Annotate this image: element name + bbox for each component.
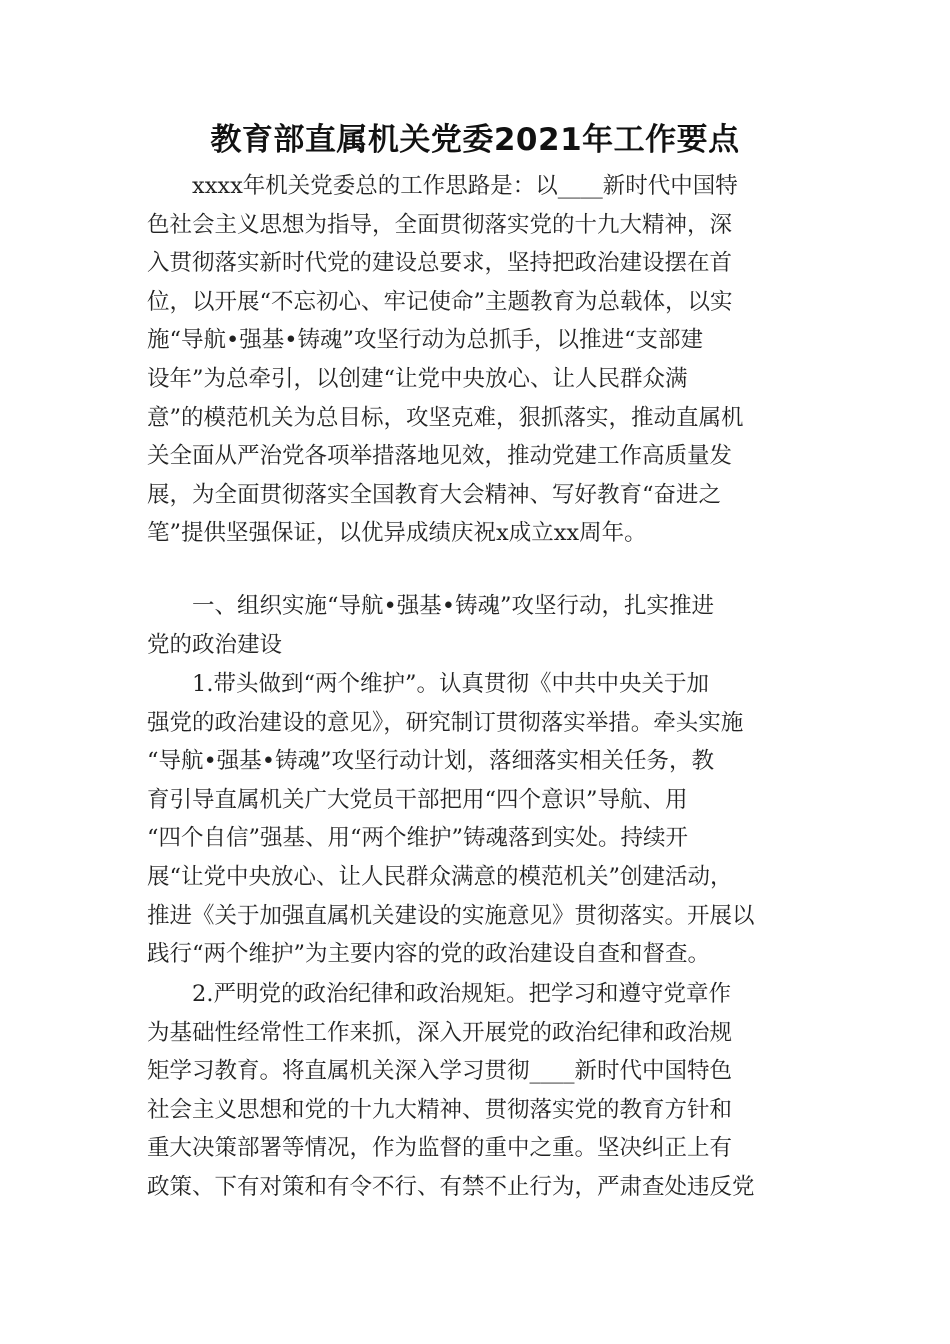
paragraph-line: 关全面从严治党各项举措落地见效，推动党建工作高质量发 <box>147 443 733 470</box>
paragraph-line: 2.严明党的政治纪律和政治规矩。把学习和遵守党章作 <box>192 981 731 1007</box>
heading-line: 一、组织实施“导航•强基•铸魂”攻坚行动，扎实推进 <box>192 593 715 619</box>
paragraph-line: 施“导航•强基•铸魂”攻坚行动为总抓手，以推进“支部建 <box>147 327 704 354</box>
paragraph-line: 推进《关于加强直属机关建设的实施意见》贯彻落实。开展以 <box>147 902 755 929</box>
paragraph-line: 设年”为总牵引，以创建“让党中央放心、让人民群众满 <box>147 365 688 392</box>
paragraph-line: 育引导直属机关广大党员干部把用“四个意识”导航、用 <box>147 786 688 813</box>
paragraph-line: “四个自信”强基、用“两个维护”铸魂落到实处。持续开 <box>147 825 689 852</box>
paragraph-line: “导航•强基•铸魂”攻坚行动计划，落细落实相关任务，教 <box>147 748 715 775</box>
paragraph-line: 为基础性经常性工作来抓，深入开展党的政治纪律和政治规 <box>147 1019 733 1046</box>
paragraph-line: 社会主义思想和党的十九大精神、贯彻落实党的教育方针和 <box>147 1096 733 1123</box>
paragraph-line: 展“让党中央放心、让人民群众满意的模范机关”创建活动， <box>147 863 733 890</box>
intro-paragraph <box>147 167 803 553</box>
item-paragraph-1 <box>147 665 803 974</box>
item-paragraph-2 <box>147 975 803 1207</box>
paragraph-line: 矩学习教育。将直属机关深入学习贯彻____新时代中国特色 <box>147 1058 733 1085</box>
paragraph-line: 色社会主义思想为指导，全面贯彻落实党的十九大精神，深 <box>147 211 733 238</box>
paragraph-line: 笔”提供坚强保证，以优异成绩庆祝x成立xx周年。 <box>147 520 647 547</box>
paragraph-line: xxxx年机关党委总的工作思路是：以____新时代中国特 <box>192 173 738 199</box>
heading-line: 党的政治建设 <box>147 631 283 658</box>
document-title: 教育部直属机关党委2021年工作要点 <box>210 122 740 158</box>
paragraph-line: 展，为全面贯彻落实全国教育大会精神、写好教育“奋进之 <box>147 481 722 508</box>
paragraph-line: 位，以开展“不忘初心、牢记使命”主题教育为总载体，以实 <box>147 288 733 315</box>
section-heading <box>147 587 803 664</box>
paragraph-line: 重大决策部署等情况，作为监督的重中之重。坚决纠正上有 <box>147 1135 733 1162</box>
paragraph-line: 入贯彻落实新时代党的建设总要求，坚持把政治建设摆在首 <box>147 250 733 277</box>
paragraph-line: 强党的政治建设的意见》，研究制订贯彻落实举措。牵头实施 <box>147 709 744 736</box>
paragraph-line: 政策、下有对策和有令不行、有禁不止行为，严肃查处违反党 <box>147 1173 755 1200</box>
paragraph-line: 1.带头做到“两个维护”。认真贯彻《中共中央关于加 <box>192 671 709 697</box>
paragraph-line: 意”的模范机关为总目标，攻坚克难，狠抓落实，推动直属机 <box>147 404 744 431</box>
paragraph-line: 践行“两个维护”为主要内容的党的政治建设自查和督查。 <box>147 941 711 968</box>
